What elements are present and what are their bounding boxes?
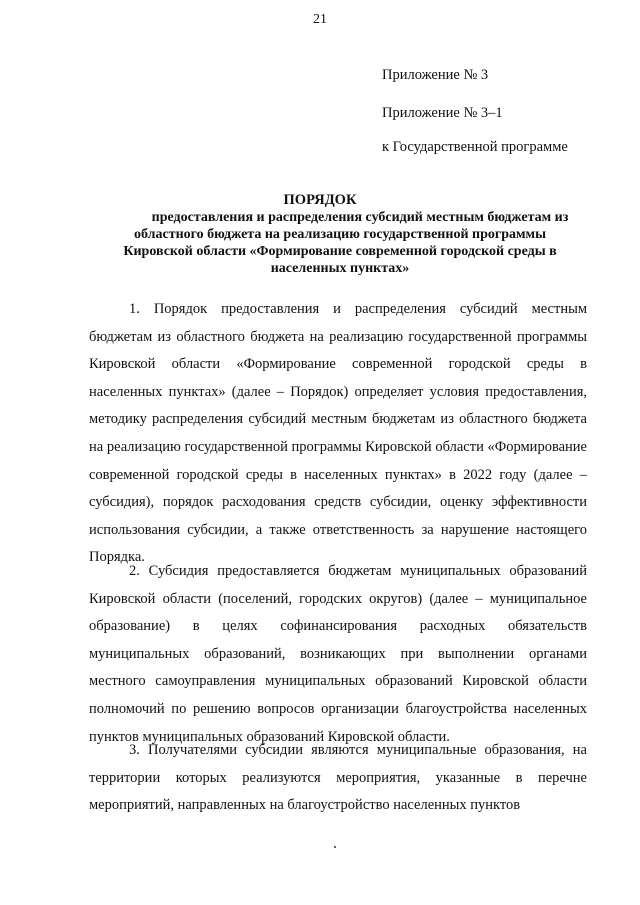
scan-speck (334, 846, 336, 848)
document-subtitle-line-1: предоставления и распределения субсидий местным бюджетам из (151, 210, 569, 225)
paragraph-3: 3. Получателями субсидии являются муниципальные образования, на территории которых реализуются мероприятия, указанные в перечне мероприятий, направленных на благоустройство населенных пунктов (89, 742, 587, 814)
appendix-line-2: Приложение № 3–1 (382, 105, 503, 121)
page-number: 21 (313, 12, 327, 27)
paragraph-1-block (89, 296, 587, 572)
paragraph-1: 1. Порядок предоставления и распределения субсидий местным бюджетам из областного бюджета на реализацию государственной программы Кировской области «Формирование современной городской среды в населенных пунктах» (далее – Порядок) определяет условия предоставления, методику распределения субсидий местным бюджетам из областного бюджета на реализацию государственной программы Кировской области «Формирование современной городской среды в населенных пунктах» в 2022 году (далее – субсидия), порядок расходования средств субсидии, оценку эффективности использования субсидии, а также ответственность за нарушение настоящего Порядка. (89, 301, 587, 566)
paragraph-2-block (89, 558, 587, 751)
paragraph-3-block (89, 737, 587, 837)
appendix-line-3: к Государственной программе (382, 139, 568, 155)
appendix-line-1: Приложение № 3 (382, 67, 489, 83)
document-subtitle-line-2: областного бюджета на реализацию государственной программы (133, 227, 547, 242)
document-title: ПОРЯДОК (283, 192, 357, 208)
document-subtitle-line-3: Кировской области «Формирование современной городской среды в (123, 244, 557, 259)
document-subtitle-line-4: населенных пунктах» (270, 261, 410, 276)
paragraph-2: 2. Субсидия предоставляется бюджетам муниципальных образований Кировской области (поселений, городских округов) (далее – муниципальное образование) в целях софинансирования расходных обязательств муниципальных образований, возникающих при выполнении органами местного самоуправления муниципальных образований Кировской области полномочий по решению вопросов организации благоустройства населенных пунктов муниципальных образований Кировской области. (89, 563, 587, 745)
